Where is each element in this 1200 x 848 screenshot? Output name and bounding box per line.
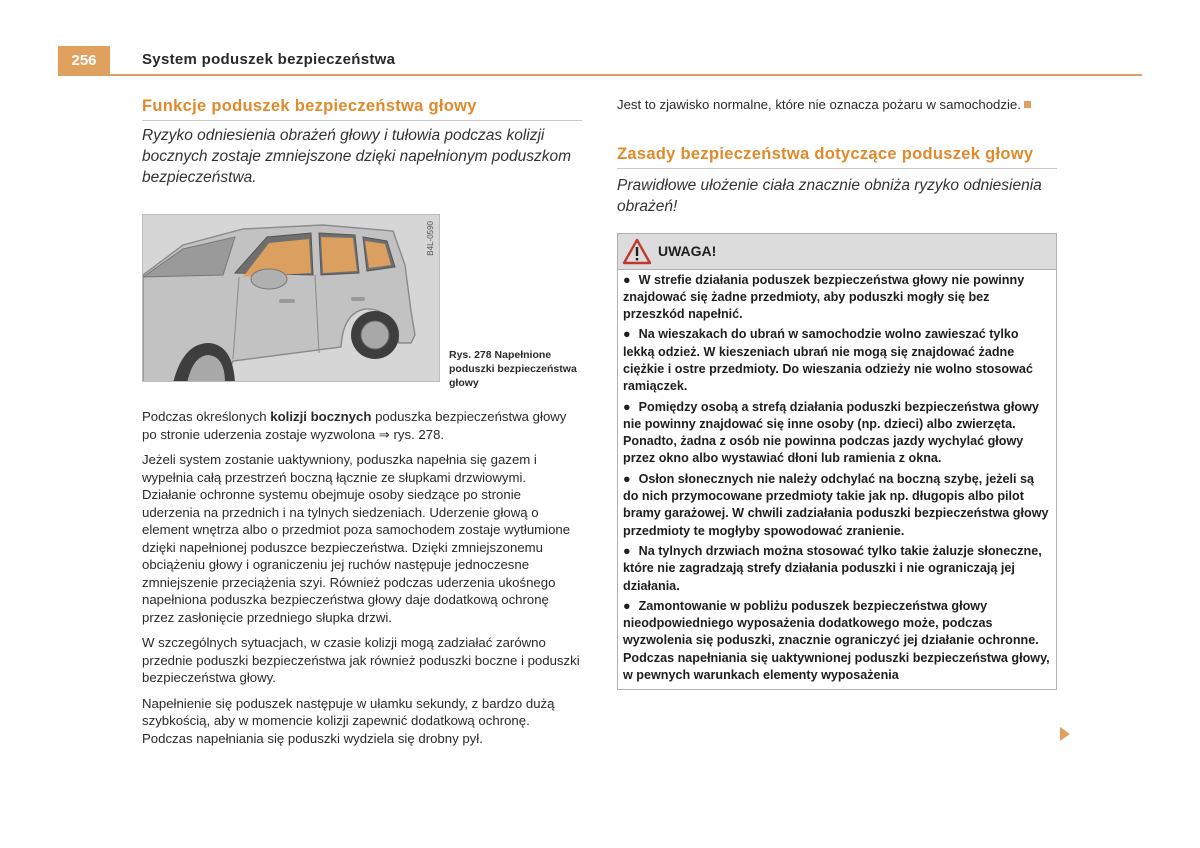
warning-box (617, 233, 1057, 691)
warning-item-text: Na tylnych drzwiach można stosować tylko takie żaluzje słoneczne, które nie zagradzają strefy działania poduszki i nie ograniczają jej działania. (623, 543, 1042, 593)
warning-item (623, 471, 1051, 540)
paragraph: Napełnienie się poduszek następuje w ułamku sekundy, z bardzo dużą szybkością, aby w momencie kolizji zapewnić dodatkową ochronę. Podczas napełniania się poduszki wydziela się drobny pył. (142, 695, 555, 746)
paragraph (142, 408, 582, 443)
warning-item-text: Osłon słonecznych nie należy odchylać na boczną szybę, jeżeli są do nich przymocowane przedmioty takie jak np. długopis albo pilot bramy garażowej. W chwili zadziałania poduszki bezpieczeństwa głowy przedmioty te mogłyby spowodować zranienie. (623, 471, 1049, 538)
page-header (58, 46, 1142, 76)
section-intro: Prawidłowe ułożenie ciała znacznie obniża ryzyko odniesienia obrażeń! (617, 176, 1042, 215)
figure (142, 214, 582, 389)
left-body-text (142, 408, 582, 747)
warning-item (623, 272, 1051, 324)
continued-text (617, 96, 1057, 114)
warning-item (623, 326, 1051, 395)
section-title-safety-rules: Zasady bezpieczeństwa dotyczące poduszek głowy (617, 144, 1057, 169)
continue-arrow-icon (1060, 727, 1070, 741)
paragraph: Jeżeli system zostanie uaktywniony, poduszka napełnia się gazem i wypełnia całą przestrzeń boczną łącznie ze słupkami drzwiowymi. Działanie ochronne systemu obejmuje osoby siedzące po stronie uderzenia na przednich i na tylnych siedzeniach. Uderzenie głową o element wnętrza albo o przedmiot poza samochodem zostaje wytłumione dzięki napełnionej poduszce bezpieczeństwa. Dzięki zmniejszonemu obciążeniu głowy i ograniczeniu jej ruchów następuje jednoczesne zmniejszenie przeciążenia szyi. Również podczas uderzenia ukośnego napełniona poduszka bezpieczeństwa głowy daje dodatkową ochronę przez zasłonięcie przedniego słupka drzwi. (142, 452, 571, 625)
section-intro: Ryzyko odniesienia obrażeń głowy i tułowia podczas kolizji bocznych zostaje zmniejszone dzięki napełnionym poduszkom bezpieczeństwa. (142, 127, 572, 186)
warning-header (618, 234, 1056, 270)
warning-item-text: W strefie działania poduszek bezpieczeństwa głowy nie powinny znajdować się żadne przedmioty, aby poduszki mogły się bez przeszkód napełnić. (623, 272, 1025, 322)
paragraph-text: Jest to zjawisko normalne, które nie oznacza pożaru w samochodzie. (617, 97, 1021, 112)
figure-code: B4L-0590 (426, 221, 435, 256)
warning-item-text: Na wieszakach do ubrań w samochodzie wolno zawieszać tylko lekką odzież. W kieszeniach ubrań nie mogą się znajdować żadne ciężkie i ostre przedmioty. Do wieszania odzieży nie wolno stosować ramiączek. (623, 327, 1033, 394)
paragraph-text: Podczas określonych (142, 409, 271, 424)
warning-item (623, 598, 1051, 684)
bullet-icon: ● (623, 399, 631, 414)
bold-term: kolizji bocznych (270, 409, 372, 424)
bullet-icon: ● (623, 598, 631, 613)
page-number: 256 (58, 46, 110, 74)
figure-caption: Rys. 278 Napełnione poduszki bezpieczeństwa głowy (449, 349, 577, 389)
warning-item (623, 543, 1051, 595)
warning-item-text: Pomiędzy osobą a strefą działania poduszki bezpieczeństwa głowy nie powinny znajdować się inne osoby (np. dzieci) albo zwierzęta. Ponadto, żadna z osób nie powinna podczas jazdy wychylać głowy przez okno albo wystawiać dłoni lub ramienia z okna. (623, 399, 1039, 466)
car-side-drawing (143, 215, 440, 382)
warning-list (618, 270, 1056, 690)
bullet-icon: ● (623, 327, 631, 342)
bullet-icon: ● (623, 272, 631, 287)
bullet-icon: ● (623, 543, 631, 558)
paragraph-text: poduszka bezpieczeństwa głowy po stronie uderzenia zostaje wyzwolona ⇒ rys. 278. (142, 409, 567, 442)
section-title-head-airbags: Funkcje poduszek bezpieczeństwa głowy (142, 96, 582, 121)
car-airbag-illustration (142, 214, 440, 382)
warning-triangle-icon (622, 238, 652, 265)
warning-item-text: Zamontowanie w pobliżu poduszek bezpieczeństwa głowy nieodpowiedniego wyposażenia dodatkowego może, podczas wyzwolenia się poduszki, znacznie ograniczyć jej działanie ochronne. Podczas napełniania się uaktywnionej poduszki bezpieczeństwa głowy, w pewnych warunkach elementy wyposażenia (623, 598, 1050, 683)
left-column (142, 96, 582, 755)
warning-item (623, 399, 1051, 468)
right-column (617, 96, 1057, 690)
paragraph: W szczególnych sytuacjach, w czasie kolizji mogą zadziałać zarówno przednie poduszki bezpieczeństwa jak również poduszki boczne i poduszki bezpieczeństwa głowy. (142, 635, 580, 685)
end-of-section-icon (1024, 101, 1031, 108)
bullet-icon: ● (623, 471, 631, 486)
warning-label: UWAGA! (658, 242, 717, 259)
chapter-title: System poduszek bezpieczeństwa (142, 51, 396, 68)
